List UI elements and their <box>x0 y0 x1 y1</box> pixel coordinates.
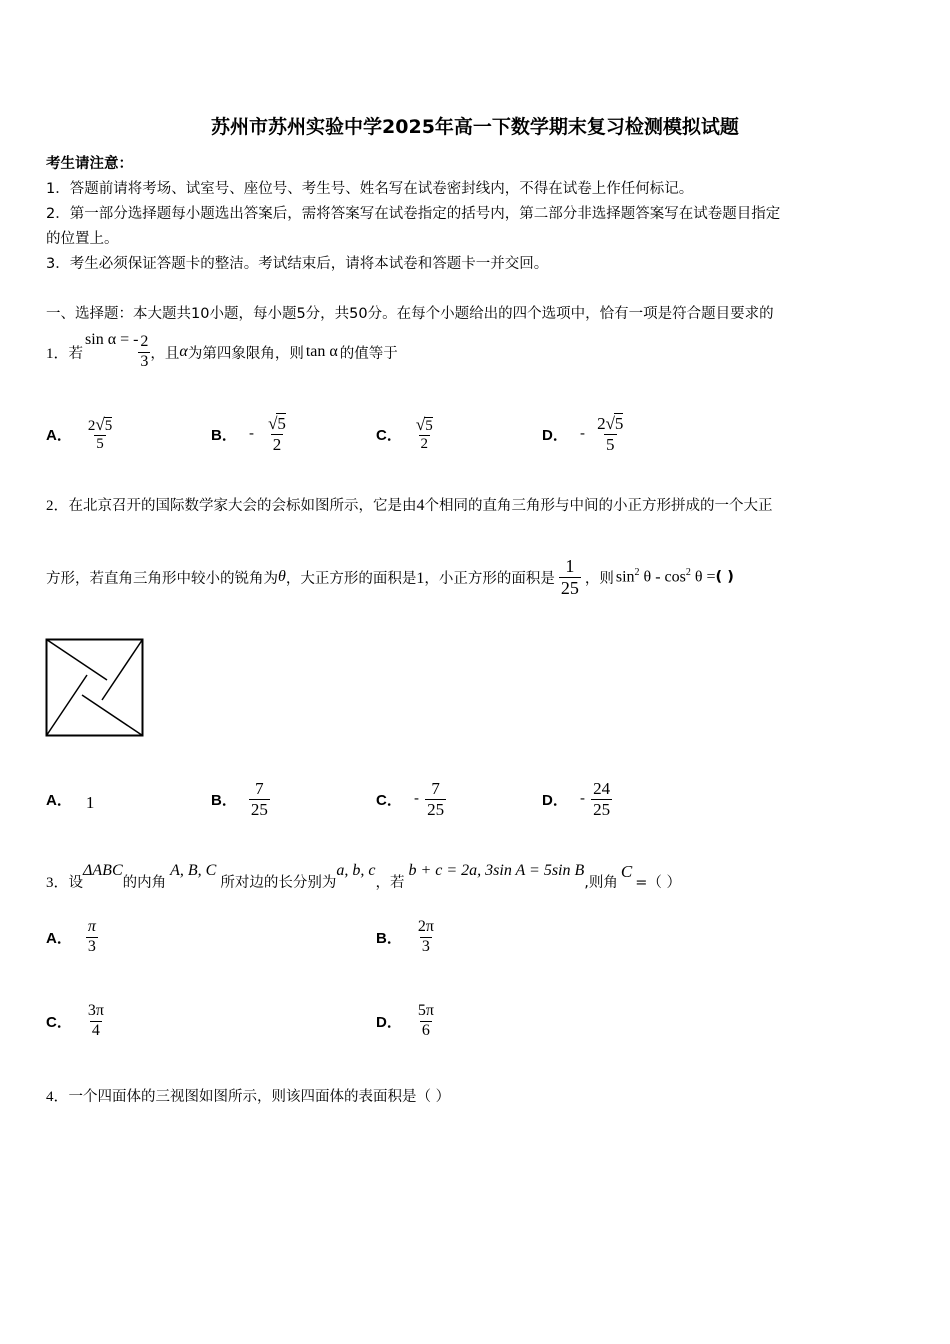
option-label: C． <box>46 1013 72 1031</box>
q3-option-a[interactable] <box>46 914 98 960</box>
option-fraction: $\frac{√5}{2}$ <box>268 414 286 454</box>
fraction-denominator: 3 <box>421 937 430 955</box>
option-sign: - <box>413 791 420 807</box>
radicand: 5 <box>614 414 624 434</box>
option-label: B． <box>211 791 237 809</box>
q3-text: ，若 <box>375 875 405 891</box>
q1-option-c[interactable] <box>376 410 435 458</box>
q2-option-c[interactable] <box>376 774 446 824</box>
fraction-numerator: 24 <box>593 778 611 798</box>
q2-option-d[interactable] <box>542 774 612 824</box>
q2-text: 在北京召开的国际数学家大会的会标如图所示，它是由 <box>68 498 417 514</box>
q3-angles: A, B, C <box>170 862 217 879</box>
option-fraction <box>249 779 270 819</box>
q2-expression <box>616 567 716 586</box>
q3-text: 设 <box>68 875 84 891</box>
q4-text: 一个四面体的三视图如图所示，则该四面体的表面积是（ ） <box>68 1089 451 1105</box>
option-value: 1 <box>85 793 95 812</box>
q2-theta: θ <box>278 568 286 585</box>
expr-exponent: 2 <box>634 567 640 579</box>
notice-item-3: 3．考生必须保证答题卡的整洁。考试结束后，请将本试卷和答题卡一并交回。 <box>46 256 549 272</box>
question-2 <box>46 494 773 515</box>
q2-text: ，则 <box>584 570 614 587</box>
question-3 <box>46 856 681 892</box>
fraction-denominator: 4 <box>91 1021 100 1039</box>
option-fraction: $\frac{√5}{2}$ <box>415 414 433 452</box>
fraction-numerator: 7 <box>431 778 440 798</box>
q3-text: =（ ） <box>635 875 681 891</box>
q3-option-c[interactable] <box>46 998 106 1044</box>
q2-text: 方形，若直角三角形中较小的锐角为 <box>46 570 278 587</box>
question-4 <box>46 1085 450 1106</box>
fraction-coefficient: 2 <box>87 417 96 434</box>
expr-part: θ - cos <box>643 568 686 586</box>
fraction-denominator: 3 <box>140 352 149 370</box>
question-number: 2． <box>46 498 69 514</box>
expr-part: sin <box>615 568 635 586</box>
q1-alpha: α <box>179 343 188 360</box>
q3-option-d[interactable] <box>376 998 436 1044</box>
option-label: B． <box>211 426 237 444</box>
q3-option-b[interactable] <box>376 914 436 960</box>
zhao-shuang-diagram <box>45 638 145 738</box>
outer-square <box>47 640 143 736</box>
question-number: 3． <box>46 875 69 891</box>
fraction-numerator: 2 <box>140 333 149 351</box>
triangle-hypotenuse <box>82 695 143 736</box>
fraction-denominator: 6 <box>421 1021 430 1039</box>
q3-text: 所对边的长分别为 <box>220 875 337 891</box>
q1-text: ，且 <box>150 345 180 362</box>
page-title: 苏州市苏州实验中学2025年高一下数学期末复习检测模拟试题 <box>211 116 739 138</box>
triangle-hypotenuse <box>47 640 108 681</box>
option-fraction <box>416 918 436 956</box>
fraction-denominator: 5 <box>96 436 104 452</box>
q1-text: 的值等于 <box>339 345 398 362</box>
fraction-numerator: 7 <box>255 778 264 798</box>
fraction-denominator: 25 <box>560 577 579 598</box>
q1-text: 为第四象限角，则 <box>187 345 304 362</box>
q3-text: 的内角 <box>122 875 167 891</box>
option-fraction <box>416 1002 436 1040</box>
fraction-denominator: 5 <box>606 435 615 454</box>
expr-exponent: 2 <box>685 567 691 579</box>
q3-angle-c: C <box>620 862 633 881</box>
fraction-coefficient: 2 <box>597 414 606 434</box>
question-number: 1． <box>46 345 69 362</box>
question-number: 4． <box>46 1089 69 1105</box>
triangle-hypotenuse <box>47 675 88 736</box>
fraction-denominator: 2 <box>272 435 282 454</box>
option-label: C． <box>376 791 402 809</box>
fraction-denominator: 25 <box>593 799 611 819</box>
radicand: 5 <box>277 414 286 434</box>
option-fraction: $\frac{2√5}{5}$ <box>597 414 624 454</box>
fraction-denominator: 25 <box>250 799 268 819</box>
fraction-denominator: 2 <box>420 436 429 452</box>
q1-fraction <box>138 333 150 371</box>
option-sign: - <box>579 426 586 442</box>
q3-triangle: ΔABC <box>83 862 123 879</box>
q3-sides: a, b, c <box>336 862 376 879</box>
fraction-numerator: π <box>87 918 96 936</box>
q1-option-d[interactable] <box>542 410 625 458</box>
q1-option-a[interactable] <box>46 410 114 458</box>
q2-text: 个相同的直角三角形与中间的小正方形拼成的一个大正 <box>424 498 773 514</box>
q2-option-a[interactable] <box>46 774 94 824</box>
question-2-cont <box>46 552 734 602</box>
q2-text: ，小正方形的面积是 <box>424 570 555 587</box>
notice-item-1: 1．答题前请将考场、试室号、座位号、考生号、姓名写在试卷密封线内，不得在试卷上作任何标记。 <box>46 181 694 197</box>
fraction-denominator: 3 <box>87 937 96 955</box>
fraction-numerator: 2π <box>417 918 434 936</box>
option-fraction: $\frac{2√5}{5}$ <box>87 414 113 452</box>
q3-condition: b + c = 2a, 3sin A = 5sin B <box>408 862 585 879</box>
radicand: 5 <box>425 417 433 434</box>
option-label: D． <box>542 426 568 444</box>
option-fraction <box>86 1002 106 1040</box>
answer-paren: ( ) <box>715 569 734 585</box>
q2-text: ，大正方形的面积是 <box>285 570 417 587</box>
notice-item-2: 2．第一部分选择题每小题选出答案后，需将答案写在试卷指定的括号内，第二部分非选择题答案写在试卷题目指定 <box>46 206 781 222</box>
q3-text: ,则角 <box>584 875 618 891</box>
q2-one: 1 <box>416 570 425 587</box>
q2-option-b[interactable] <box>211 774 270 824</box>
option-label: D． <box>542 791 568 809</box>
option-label: C． <box>376 426 402 444</box>
section-heading: 一、选择题：本大题共10小题，每小题5分，共50分。在每个小题给出的四个选项中，恰有一项是符合题目要求的 <box>46 306 774 322</box>
option-label: A． <box>46 929 72 947</box>
triangle-hypotenuse <box>102 640 143 701</box>
fraction-numerator: 1 <box>565 555 575 576</box>
option-label: D． <box>376 1013 402 1031</box>
question-1 <box>46 328 398 376</box>
q1-text: 若 <box>68 345 84 362</box>
option-label: A． <box>46 426 72 444</box>
option-fraction <box>425 779 446 819</box>
fraction-denominator: 25 <box>427 799 445 819</box>
fraction-numerator: 3π <box>87 1002 104 1020</box>
notice-heading: 考生请注意： <box>46 156 133 172</box>
option-sign: - <box>579 791 586 807</box>
option-label: B． <box>376 929 402 947</box>
q1-tan: tan α <box>305 343 338 360</box>
option-fraction <box>86 918 98 956</box>
option-fraction <box>591 779 612 819</box>
q1-option-b[interactable] <box>211 410 288 458</box>
option-label: A． <box>46 791 72 809</box>
q2-four: 4 <box>416 497 425 514</box>
q2-fraction <box>559 556 581 598</box>
option-sign: - <box>248 426 255 442</box>
q1-condition: sin α = - <box>85 331 139 348</box>
fraction-numerator: 5π <box>417 1002 434 1020</box>
expr-part: θ = <box>694 568 716 586</box>
radicand: 5 <box>104 417 113 434</box>
notice-item-2-cont: 的位置上。 <box>46 231 119 247</box>
